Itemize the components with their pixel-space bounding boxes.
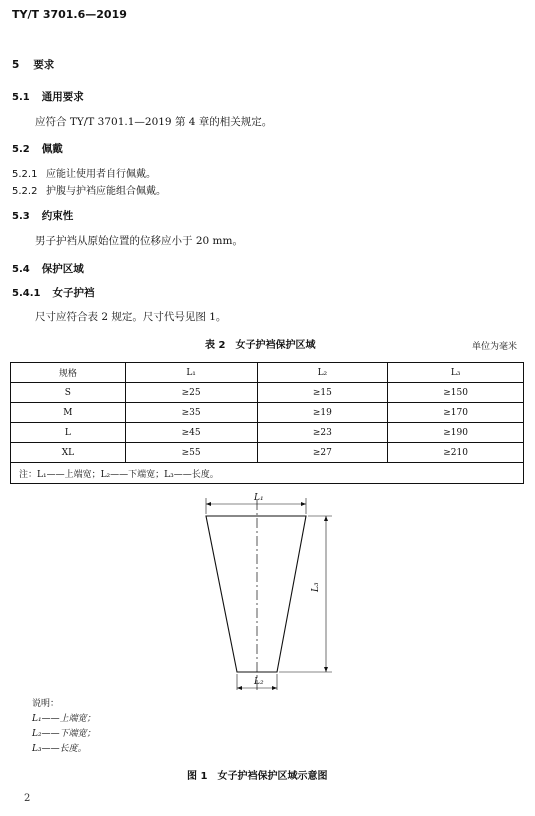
table-cell: ≥170 (388, 403, 524, 423)
section-5-4-1-heading (12, 285, 94, 300)
table-row (11, 383, 524, 403)
section-number: 5 (12, 59, 20, 71)
section-number: 5.2 (12, 144, 30, 155)
table-cell: ≥19 (257, 403, 388, 423)
table-cell: ≥190 (388, 423, 524, 443)
section-number: 5.2.1 (12, 169, 38, 180)
table-cell: ≥150 (388, 383, 524, 403)
label-l2: L₂ (254, 677, 264, 687)
table-cell: L (11, 423, 126, 443)
section-5-1-text: 应符合 TY/T 3701.1—2019 第 4 章的相关规定。 (35, 116, 273, 128)
table-row (11, 423, 524, 443)
section-number: 5.3 (12, 211, 30, 222)
section-5-heading (12, 57, 54, 72)
page-number: 2 (24, 793, 31, 804)
standard-number: TY/T 3701.6—2019 (12, 8, 127, 21)
figure-legend (32, 697, 96, 757)
table-cell: S (11, 383, 126, 403)
section-title: 要求 (33, 59, 55, 71)
table-caption: 表 2 女子护裆保护区域 (205, 340, 316, 351)
section-5-3-heading (12, 208, 73, 223)
section-5-2-heading (12, 141, 63, 156)
table-header-row (11, 363, 524, 383)
table-cell: M (11, 403, 126, 423)
section-number: 5.4 (12, 264, 30, 275)
section-title: 通用要求 (41, 91, 84, 103)
section-5-1-heading (12, 89, 84, 104)
trapezoid-outline (206, 516, 306, 672)
table-cell: ≥55 (125, 443, 257, 463)
section-5-2-2 (12, 182, 166, 197)
legend-item: L₁——上端宽； (32, 714, 96, 724)
table-cell: ≥15 (257, 383, 388, 403)
table-row (11, 443, 524, 463)
protection-area-table (10, 362, 524, 484)
section-title: 保护区域 (41, 263, 84, 275)
table-cell: XL (11, 443, 126, 463)
table-note: 注：L₁——上端宽；L₂——下端宽；L₃——长度。 (11, 463, 524, 484)
legend-item: L₃——长度。 (32, 744, 87, 754)
label-l3: L₃ (311, 582, 321, 592)
section-title: 约束性 (41, 210, 74, 222)
table-cell: ≥25 (125, 383, 257, 403)
section-5-4-heading (12, 261, 84, 276)
legend-item: L₂——下端宽； (32, 729, 96, 739)
section-text: 应能让使用者自行佩戴。 (46, 169, 156, 180)
section-text: 护腹与护裆应能组合佩戴。 (46, 186, 166, 197)
table-cell: ≥23 (257, 423, 388, 443)
trapezoid-figure (190, 490, 350, 695)
table-cell: ≥45 (125, 423, 257, 443)
section-title: 女子护裆 (52, 287, 95, 299)
section-title: 佩戴 (41, 143, 63, 155)
table-note-row (11, 463, 524, 484)
column-header: 规格 (11, 363, 126, 383)
section-5-2-1 (12, 165, 156, 180)
section-number: 5.1 (12, 92, 30, 103)
label-l1: L₁ (254, 493, 264, 503)
section-number: 5.4.1 (12, 288, 41, 299)
section-5-4-1-text: 尺寸应符合表 2 规定。尺寸代号见图 1。 (35, 311, 227, 323)
table-cell: ≥210 (388, 443, 524, 463)
table-row (11, 403, 524, 423)
table-cell: ≥35 (125, 403, 257, 423)
column-header: L₃ (388, 363, 524, 383)
figure-caption: 图 1 女子护裆保护区域示意图 (187, 771, 328, 782)
table-cell: ≥27 (257, 443, 388, 463)
section-number: 5.2.2 (12, 186, 38, 197)
column-header: L₁ (125, 363, 257, 383)
section-5-3-text: 男子护裆从原始位置的位移应小于 20 mm。 (35, 235, 243, 247)
column-header: L₂ (257, 363, 388, 383)
table-unit: 单位为毫米 (472, 342, 518, 352)
legend-title: 说明： (32, 699, 60, 709)
